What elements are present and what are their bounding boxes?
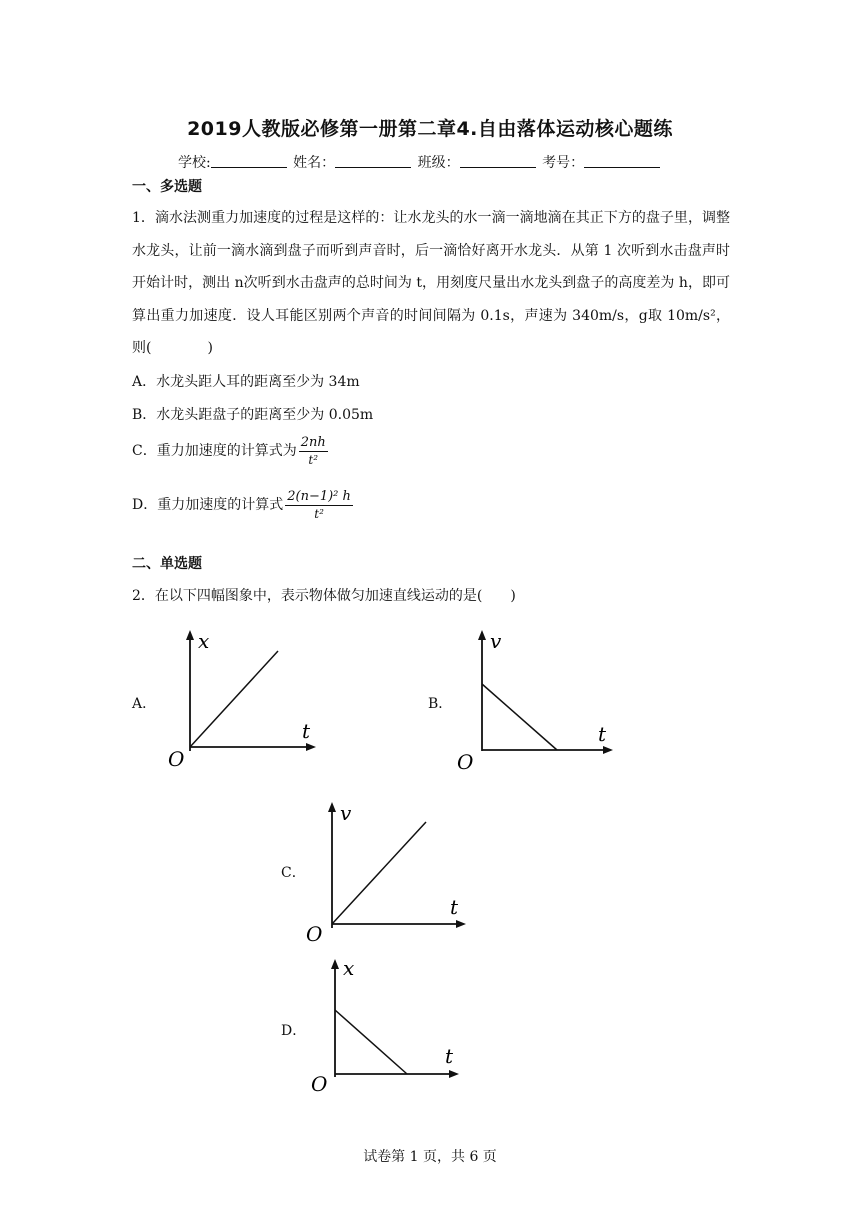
graph-a: [160, 626, 320, 771]
exam-number-label: 考号：: [542, 155, 585, 171]
section-heading-multi: 一、多选题: [132, 179, 202, 195]
formula-denominator: t²: [308, 453, 319, 467]
x-axis-arrow: [603, 746, 613, 754]
y-axis-arrow: [186, 630, 194, 640]
y-axis-label: x: [343, 956, 355, 980]
question-1-text: 1．滴水法测重力加速度的过程是这样的：让水龙头的水一滴一滴地滴在其正下方的盘子里，调整水龙头，让前一滴水滴到盘子而听到声音时，后一滴恰好离开水龙头．从第 1 次听到水击盘声时开始计时，测出 n次听到水击盘声的总时间为 t，用刻度尺量出水龙头到盘子的高度差为 h，即可算出重力加速度．设人耳能区别两个声音的时间间隔为 0.1s，声速为 340m/s，g取 10m/s²，则( ): [132, 210, 730, 356]
q1-option-b: B．水龙头距盘子的距离至少为 0.05m: [132, 407, 374, 423]
graph-d: [305, 955, 465, 1097]
graph-line: [482, 684, 557, 750]
origin-label: O: [457, 750, 474, 774]
q1-option-c: [132, 435, 328, 467]
x-axis-label: t: [302, 719, 311, 743]
graph-line: [332, 822, 426, 924]
q1-option-c-text: C．重力加速度的计算式为: [132, 443, 297, 459]
origin-label: O: [311, 1072, 328, 1096]
y-axis-label: x: [198, 629, 210, 653]
origin-label: O: [306, 922, 323, 946]
school-label: 学校:: [178, 155, 211, 171]
origin-label: O: [168, 747, 185, 771]
formula-numerator: 2(n−1)² h: [287, 489, 351, 504]
y-axis-arrow: [328, 802, 336, 812]
formula-denominator: t²: [314, 507, 324, 521]
q1-option-a: A．水龙头距人耳的距离至少为 34m: [132, 374, 360, 390]
y-axis-arrow: [478, 630, 486, 640]
x-axis-arrow: [456, 920, 466, 928]
graph-c: [302, 798, 472, 946]
x-axis-label: t: [598, 722, 607, 746]
q2-option-d-label: D．: [281, 1023, 307, 1039]
q2-option-c-label: C．: [281, 865, 306, 881]
x-axis-arrow: [306, 743, 316, 751]
question-2-text: 2．在以下四幅图象中，表示物体做匀加速直线运动的是( ): [132, 588, 516, 604]
x-axis-label: t: [445, 1044, 454, 1068]
page-title: 2019人教版必修第一册第二章4.自由落体运动核心题练: [187, 118, 673, 140]
q1-option-d-formula: [285, 489, 353, 521]
y-axis-label: v: [340, 801, 352, 825]
graph-b: [452, 626, 617, 774]
class-blank: [460, 154, 536, 168]
x-axis-label: t: [450, 895, 459, 919]
q1-option-c-formula: [299, 435, 328, 467]
section-heading-single: 二、单选题: [132, 556, 202, 572]
name-blank: [335, 154, 411, 168]
exam-number-blank: [584, 154, 660, 168]
q2-option-b-label: B．: [428, 696, 453, 712]
class-label: 班级：: [417, 155, 460, 171]
x-axis-arrow: [449, 1070, 459, 1078]
student-info-row: [178, 152, 662, 172]
q1-option-d-text: D．重力加速度的计算式: [132, 497, 284, 513]
graph-line: [190, 651, 278, 747]
graph-line: [335, 1010, 407, 1074]
page-footer: 试卷第 1 页，共 6 页: [363, 1149, 497, 1165]
name-label: 姓名：: [293, 155, 336, 171]
y-axis-label: v: [490, 629, 502, 653]
school-blank: [211, 154, 287, 168]
q1-option-d: [132, 489, 353, 521]
y-axis-arrow: [331, 959, 339, 969]
q2-option-a-label: A．: [132, 696, 157, 712]
formula-numerator: 2nh: [300, 435, 326, 450]
